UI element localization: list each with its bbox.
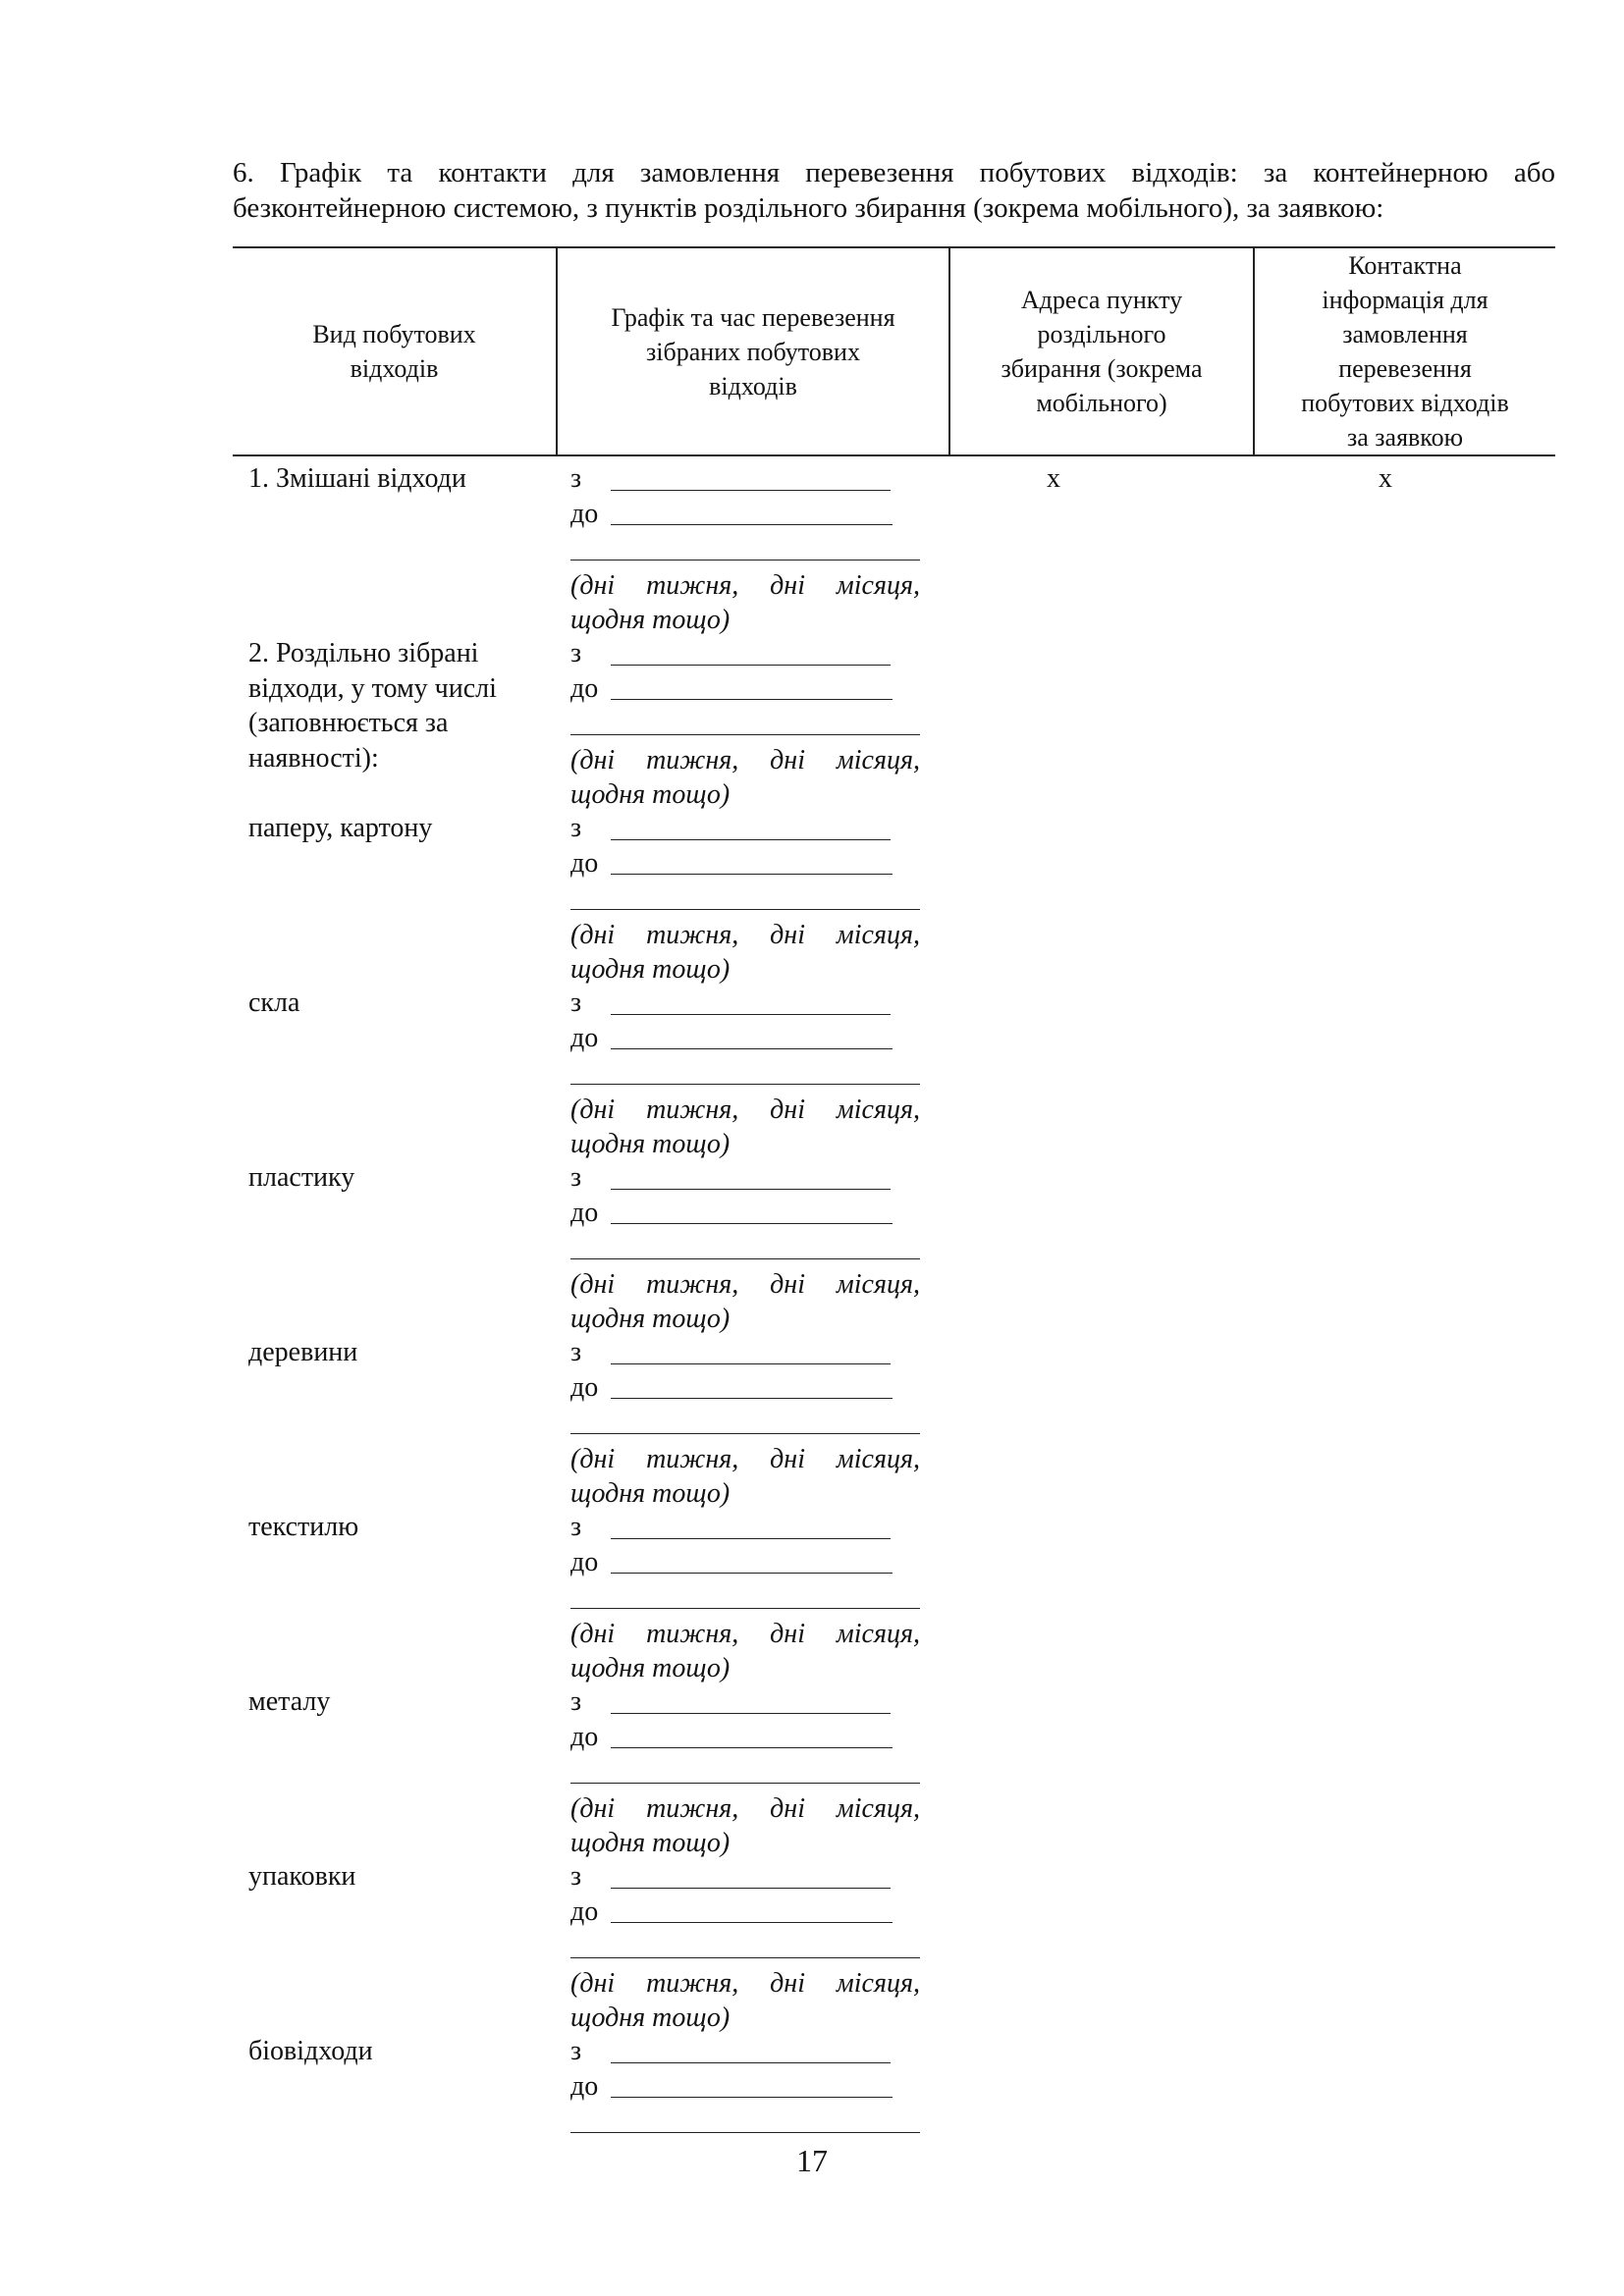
schedule-cell: [570, 1684, 920, 1861]
table-header-bottom-rule: [233, 454, 1555, 456]
from-field[interactable]: [570, 461, 920, 497]
schedule-note: (дні тижня, дні місяця, щодня тощо): [570, 1792, 920, 1858]
schedule-note: (дні тижня, дні місяця, щодня тощо): [570, 1268, 920, 1334]
to-field[interactable]: до: [570, 2069, 920, 2105]
waste-category: скла: [248, 988, 300, 1018]
schedule-blank-field[interactable]: [570, 1579, 920, 1615]
schedule-note: (дні тижня, дні місяця, щодня тощо): [570, 744, 920, 810]
schedule-note: (дні тижня, дні місяця, щодня тощо): [570, 1618, 920, 1683]
section-heading: [233, 155, 1555, 226]
to-field[interactable]: до: [570, 1545, 920, 1580]
from-field[interactable]: з: [570, 1160, 920, 1196]
schedule-blank-field[interactable]: [570, 706, 920, 741]
column-header-address: Адреса пункту роздільного збирання (зокрема мобільного): [1001, 286, 1203, 417]
schedule-blank-field[interactable]: [570, 2104, 920, 2139]
schedule-cell: [570, 1335, 920, 1512]
column-header-contact: Контактна інформація для замовлення перевезення побутових відходів за заявкою: [1301, 251, 1509, 452]
schedule-cell: [570, 811, 920, 988]
from-field[interactable]: з: [570, 986, 920, 1021]
column-header-schedule: Графік та час перевезення зібраних побутових відходів: [611, 302, 895, 400]
from-field[interactable]: з: [570, 2034, 920, 2069]
schedule-cell: [570, 1859, 920, 2036]
to-field[interactable]: до: [570, 846, 920, 881]
to-field[interactable]: до: [570, 1720, 920, 1755]
schedule-blank-field[interactable]: [570, 531, 920, 566]
waste-category: пластику: [248, 1162, 355, 1193]
from-field[interactable]: з: [570, 811, 920, 846]
to-field[interactable]: до: [570, 1021, 920, 1056]
schedule-note: (дні тижня, дні місяця, щодня тощо): [570, 569, 920, 635]
waste-category: біовідходи: [248, 2036, 373, 2066]
schedule-note: (дні тижня, дні місяця, щодня тощо): [570, 1443, 920, 1509]
schedule-blank-field[interactable]: [570, 1055, 920, 1091]
from-field[interactable]: з: [570, 1510, 920, 1545]
from-field[interactable]: з: [570, 1859, 920, 1895]
schedule-blank-field[interactable]: [570, 1929, 920, 1964]
schedule-blank-field[interactable]: [570, 1230, 920, 1265]
contact-value: х: [1379, 463, 1392, 494]
schedule-cell: [570, 1510, 920, 1686]
waste-category: 1. Змішані відходи: [248, 463, 466, 494]
to-label: до: [570, 498, 599, 529]
schedule-cell: [570, 986, 920, 1162]
column-header-waste-type: Вид побутових відходів: [312, 320, 476, 383]
schedule-note: (дні тижня, дні місяця, щодня тощо): [570, 919, 920, 985]
from-field[interactable]: з: [570, 1335, 920, 1370]
waste-category: деревини: [248, 1337, 358, 1367]
heading-line-1: 6. Графік та контакти для замовлення перевезення побутових відходів: за контейнерною або: [233, 157, 1555, 188]
schedule-cell: [570, 461, 920, 638]
schedule-blank-field[interactable]: [570, 1754, 920, 1789]
schedule-blank-field[interactable]: [570, 881, 920, 916]
page-number: 17: [796, 2143, 828, 2178]
from-label: з: [570, 463, 582, 494]
from-field[interactable]: з: [570, 1684, 920, 1720]
to-field[interactable]: [570, 497, 920, 532]
waste-category: паперу, картону: [248, 813, 433, 843]
to-field[interactable]: до: [570, 1895, 920, 1930]
schedule-cell: [570, 2034, 920, 2139]
waste-category: 2. Роздільно зібрані відходи, у тому числі (заповнюється за наявності):: [248, 638, 497, 774]
to-field[interactable]: до: [570, 671, 920, 707]
schedule-cell: [570, 1160, 920, 1337]
waste-category: текстилю: [248, 1512, 359, 1542]
schedule-note: (дні тижня, дні місяця, щодня тощо): [570, 1967, 920, 2033]
schedule-cell: [570, 636, 920, 813]
address-value: х: [1047, 463, 1060, 494]
from-field[interactable]: з: [570, 636, 920, 671]
to-field[interactable]: до: [570, 1196, 920, 1231]
schedule-note: (дні тижня, дні місяця, щодня тощо): [570, 1094, 920, 1159]
to-field[interactable]: до: [570, 1370, 920, 1406]
schedule-blank-field[interactable]: [570, 1405, 920, 1440]
waste-category: упаковки: [248, 1861, 356, 1892]
heading-line-2: безконтейнерною системою, з пунктів роздільного збирання (зокрема мобільного), за заявкою:: [233, 192, 1384, 224]
waste-category: металу: [248, 1686, 331, 1717]
